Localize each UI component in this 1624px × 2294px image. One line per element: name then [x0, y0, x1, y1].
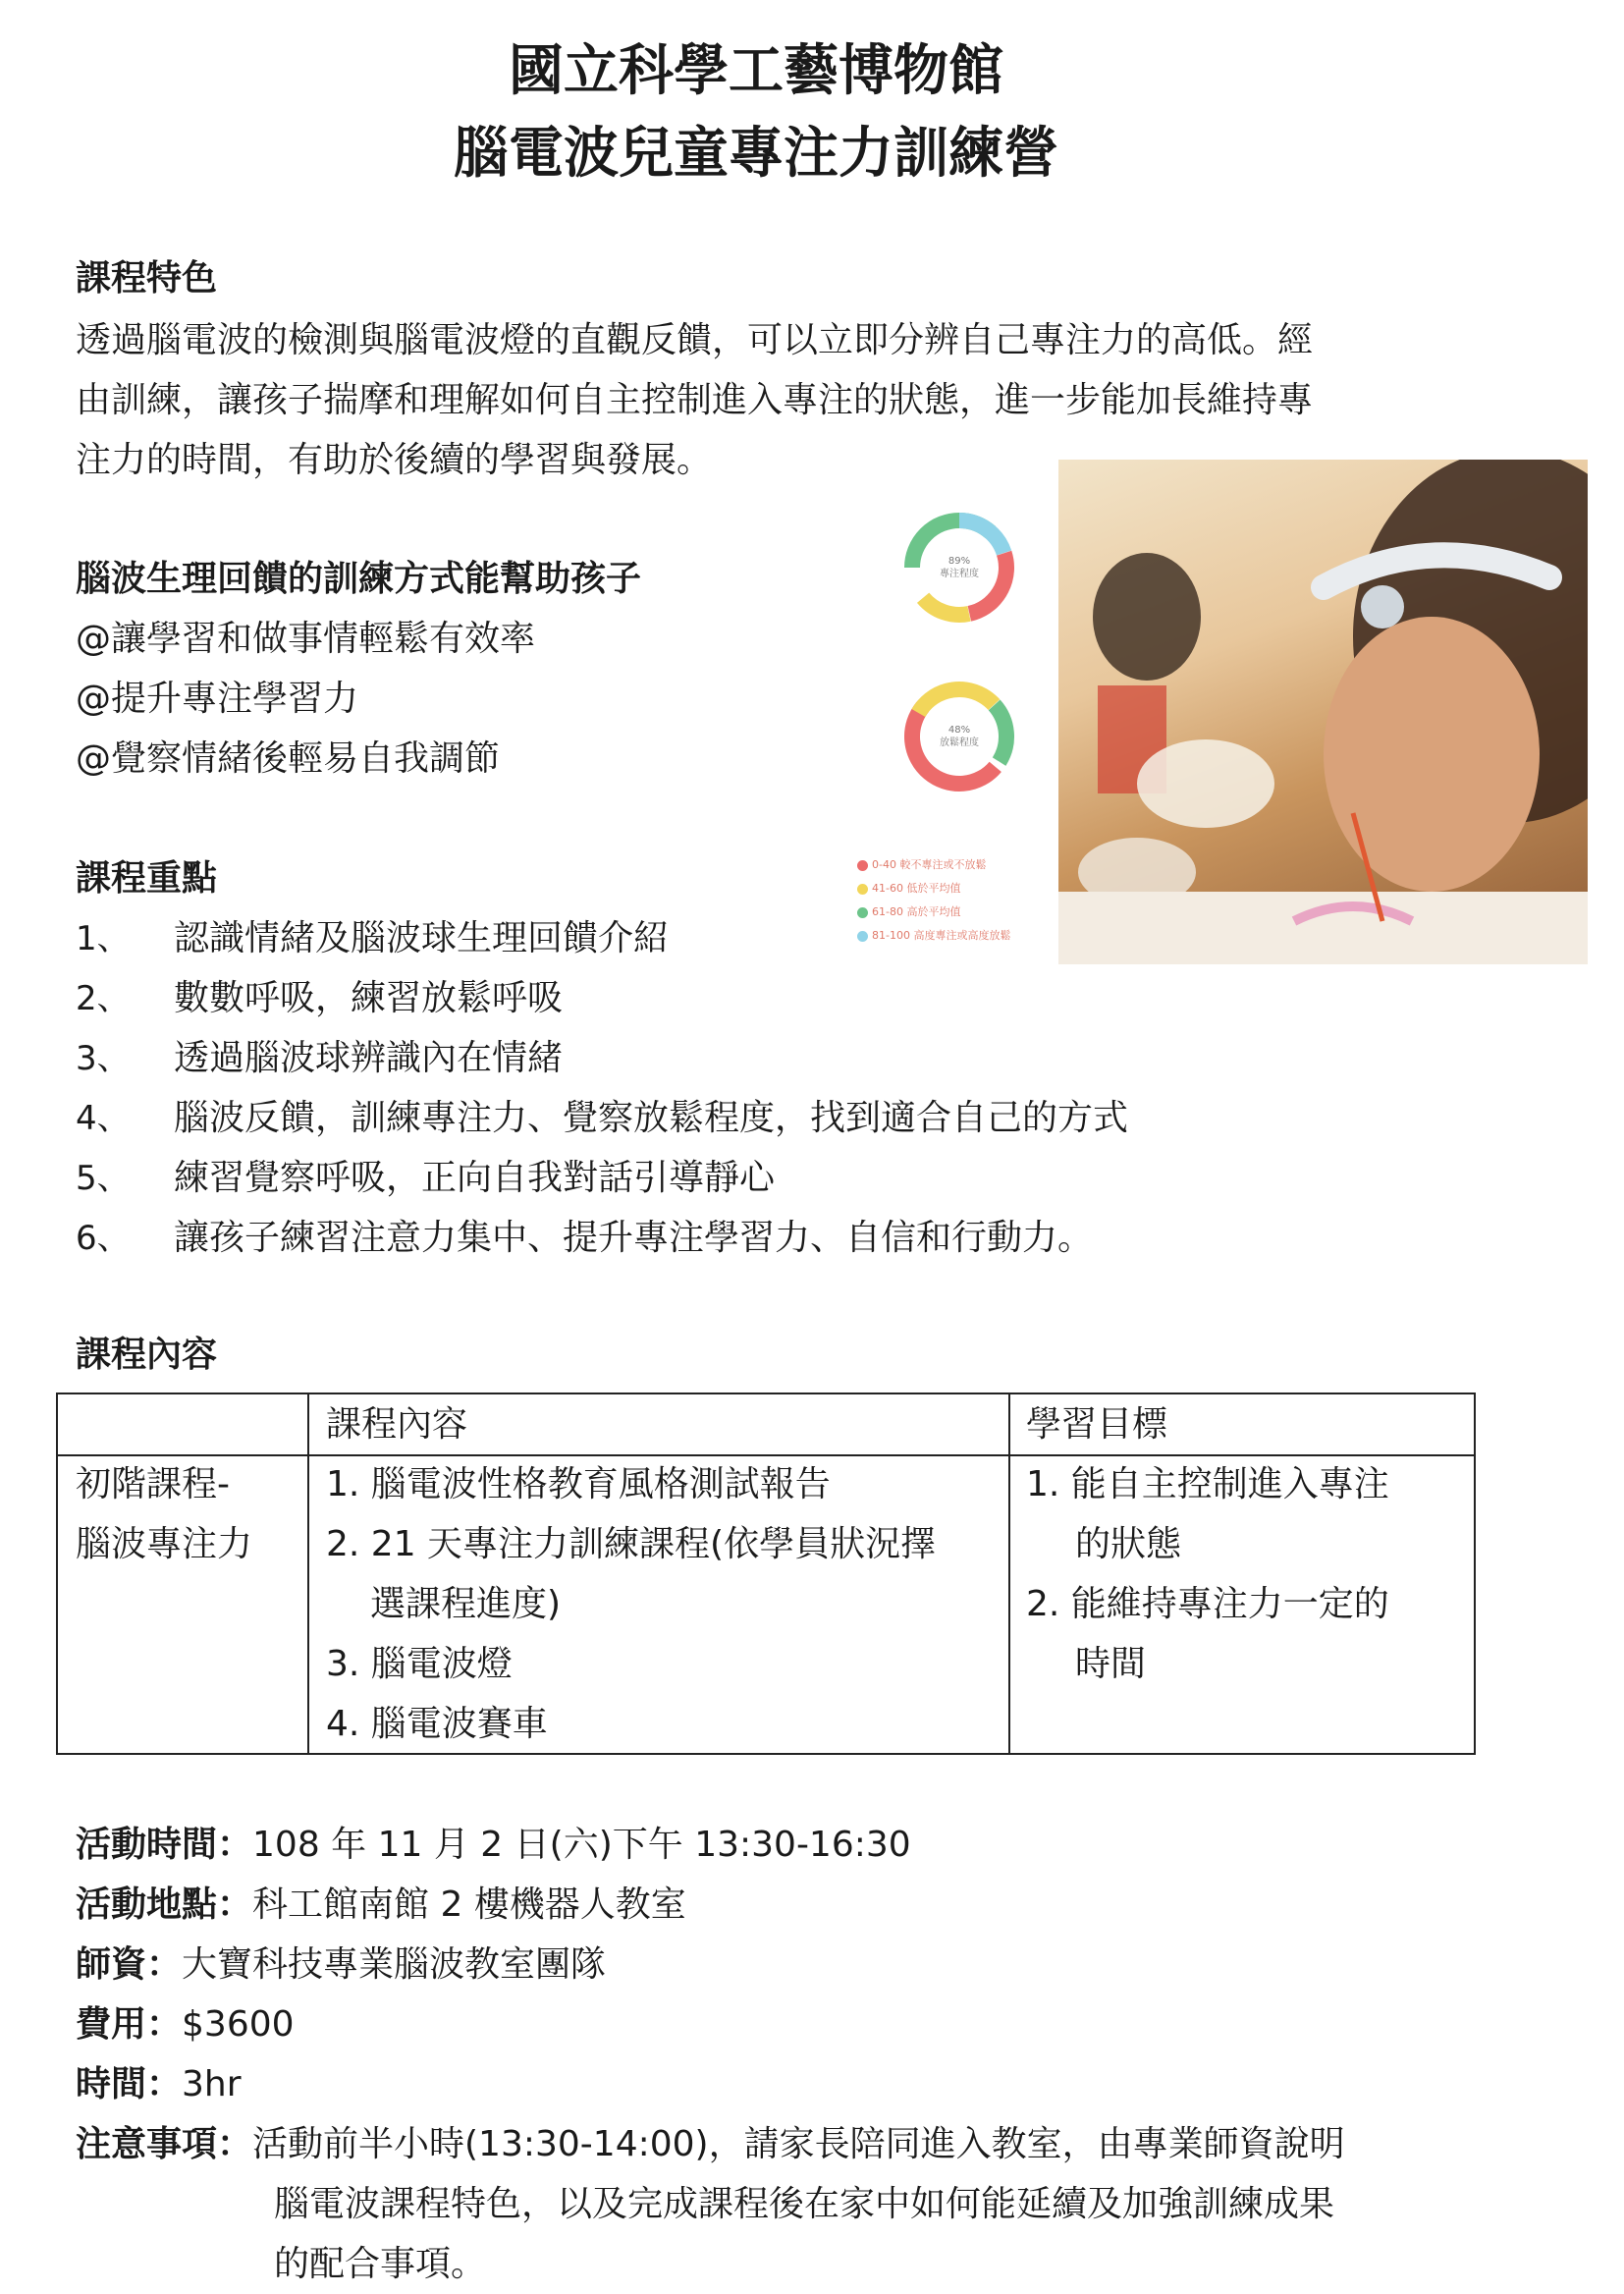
info-value: 大寶科技專業腦波教室團隊: [182, 1944, 607, 1985]
legend-label: 0-40 較不專注或不放鬆: [872, 858, 987, 871]
legend-swatch: [857, 931, 868, 942]
keypoint-number: 2、: [76, 979, 131, 1018]
keypoint-text: 認識情緒及腦波球生理回饋介紹: [174, 918, 670, 958]
row-label: 初階課程-: [76, 1464, 230, 1504]
child-with-eeg-headset-photo: [1058, 460, 1588, 964]
brainwave-illustration: [838, 460, 1588, 964]
legend-item: [857, 903, 960, 919]
keypoint-text: 練習覺察呼吸，正向自我對話引導靜心: [174, 1158, 776, 1198]
section-heading-keypoints: 課程重點: [76, 858, 218, 899]
keypoint-number: 5、: [76, 1159, 131, 1198]
info-value: $3600: [182, 2004, 295, 2045]
info-label: 費用：: [76, 2004, 183, 2045]
info-fee: [76, 2002, 295, 2048]
legend-swatch: [857, 907, 868, 918]
donut1-percent: 89%: [947, 556, 971, 567]
info-label: 時間：: [76, 2064, 183, 2104]
content-item: 3. 腦電波燈: [326, 1644, 513, 1684]
keypoint-number: 6、: [76, 1219, 131, 1258]
goal-item: 的狀態: [1075, 1524, 1182, 1564]
goal-item: 2. 能維持專注力一定的: [1026, 1584, 1389, 1624]
info-value: 科工館南館 2 樓機器人教室: [252, 1884, 686, 1925]
info-time: [76, 1823, 911, 1868]
table-header-content: 課程內容: [326, 1404, 468, 1445]
info-label: 活動時間：: [76, 1825, 253, 1865]
info-value: 108 年 11 月 2 日(六)下午 13:30-16:30: [252, 1825, 911, 1865]
features-line: 注力的時間，有助於後續的學習與發展。: [76, 440, 713, 480]
legend-label: 61-80 高於平均值: [872, 905, 961, 918]
legend-swatch: [857, 860, 868, 871]
keypoint-text: 數數呼吸，練習放鬆呼吸: [174, 978, 564, 1018]
info-teacher: [76, 1942, 606, 1988]
info-value: 活動前半小時(13:30-14:00)，請家長陪同進入教室，由專業師資說明: [252, 2124, 1345, 2164]
keypoint-text: 讓孩子練習注意力集中、提升專注學習力、自信和行動力。: [174, 1218, 1094, 1258]
benefit-item: @提升專注學習力: [76, 679, 359, 719]
table-divider: [307, 1394, 309, 1753]
course-table: [56, 1393, 1476, 1755]
photo-scene: [1058, 460, 1588, 964]
info-notes: [76, 2122, 1345, 2167]
keypoint-number: 3、: [76, 1039, 131, 1078]
donut1-label: 專注程度: [940, 569, 979, 579]
keypoint-number: 4、: [76, 1099, 131, 1138]
content-item: 2. 21 天專注力訓練課程(依學員狀況擇: [326, 1524, 937, 1564]
legend-label: 41-60 低於平均值: [872, 882, 961, 895]
legend-item: [857, 880, 960, 896]
goal-item: 時間: [1075, 1644, 1147, 1684]
content-item: 1. 腦電波性格教育風格測試報告: [326, 1464, 831, 1504]
legend-swatch: [857, 884, 868, 895]
info-hours: [76, 2062, 242, 2107]
section-heading-benefits: 腦波生理回饋的訓練方式能幫助孩子: [76, 559, 642, 599]
notes-line: 的配合事項。: [274, 2244, 487, 2284]
features-line: 透過腦電波的檢測與腦電波燈的直觀反饋，可以立即分辨自己專注力的高低。經: [76, 320, 1314, 360]
legend-item: [857, 927, 1010, 943]
info-label: 師資：: [76, 1944, 183, 1985]
info-value: 3hr: [182, 2064, 242, 2104]
info-label: 活動地點：: [76, 1884, 253, 1925]
keypoint-text: 腦波反饋，訓練專注力、覺察放鬆程度，找到適合自己的方式: [174, 1098, 1129, 1138]
goal-item: 1. 能自主控制進入專注: [1026, 1464, 1389, 1504]
features-line: 由訓練，讓孩子揣摩和理解如何自主控制進入專注的狀態，進一步能加長維持專: [76, 380, 1314, 420]
info-label: 注意事項：: [76, 2124, 253, 2164]
notes-line: 腦電波課程特色，以及完成課程後在家中如何能延續及加強訓練成果: [274, 2184, 1335, 2224]
section-heading-content: 課程內容: [76, 1335, 218, 1375]
legend-item: [857, 856, 986, 872]
keypoint-text: 透過腦波球辨識內在情緒: [174, 1038, 564, 1078]
keypoint-number: 1、: [76, 919, 131, 958]
table-header-goal: 學習目標: [1026, 1404, 1168, 1445]
row-label: 腦波專注力: [76, 1524, 253, 1564]
legend-label: 81-100 高度專注或高度放鬆: [872, 929, 1011, 942]
donut2-percent: 48%: [947, 725, 971, 736]
content-item: 4. 腦電波賽車: [326, 1704, 548, 1744]
page-title: 國立科學工藝博物館: [509, 39, 1003, 103]
benefit-item: @讓學習和做事情輕鬆有效率: [76, 619, 536, 659]
section-heading-features: 課程特色: [76, 258, 218, 299]
benefit-item: @覺察情緒後輕易自我調節: [76, 738, 501, 779]
page-subtitle: 腦電波兒童專注力訓練營: [454, 122, 1058, 186]
info-place: [76, 1883, 686, 1928]
table-divider: [1008, 1394, 1010, 1753]
donut2-label: 放鬆程度: [940, 737, 979, 748]
content-item: 選課程進度): [370, 1584, 562, 1624]
